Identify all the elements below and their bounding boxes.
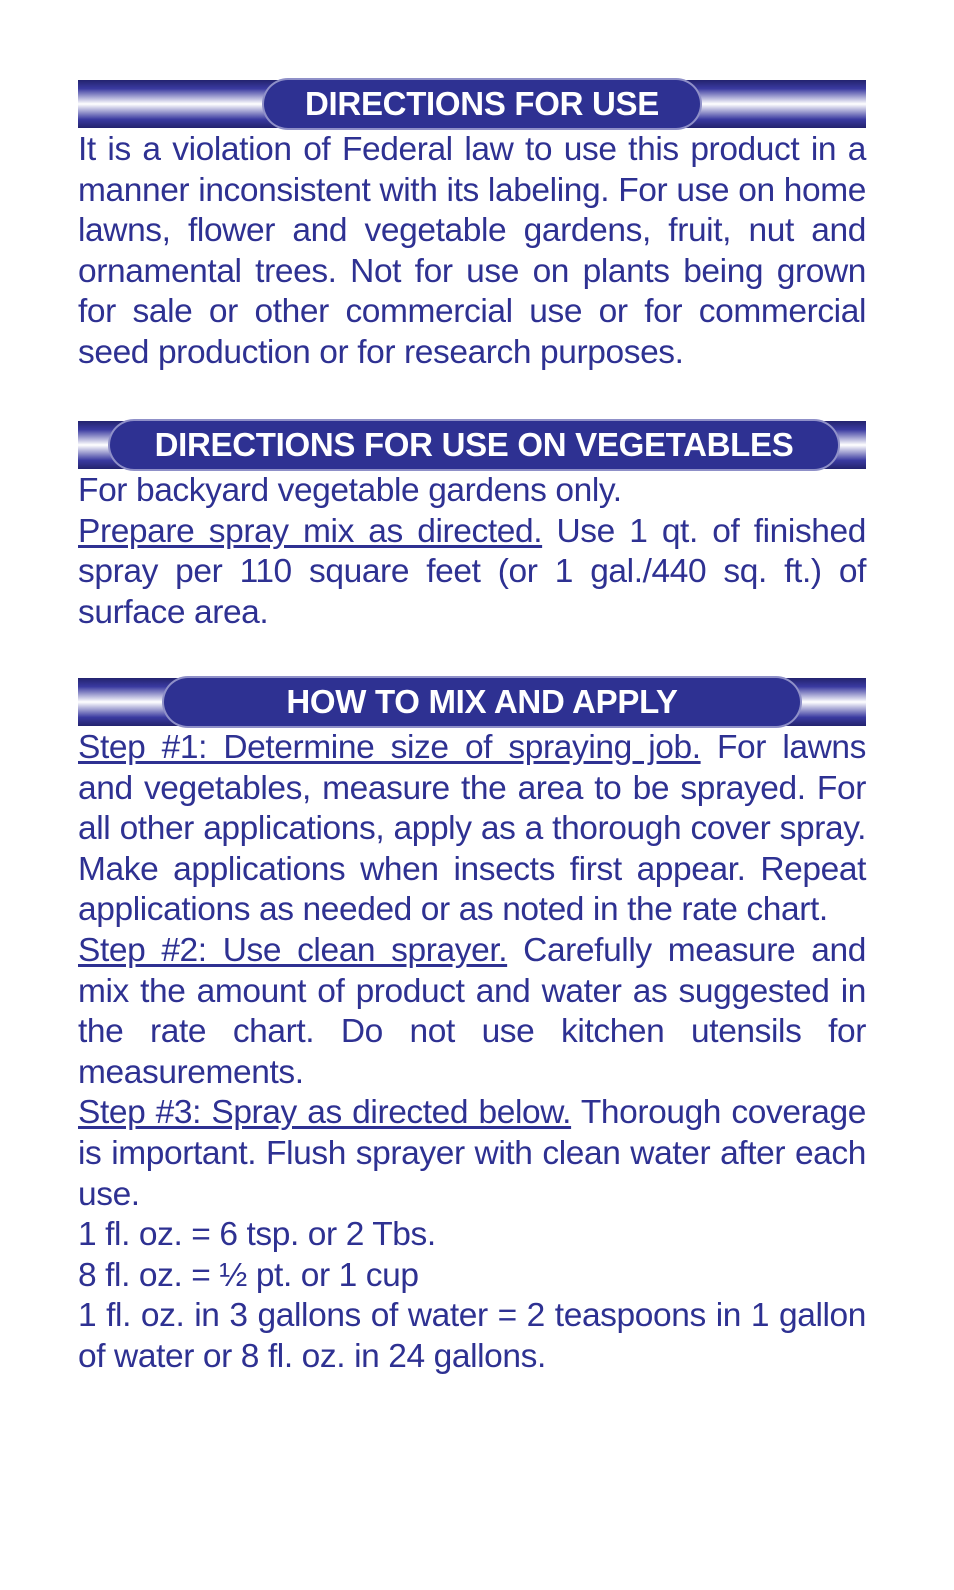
- step1-label: Step #1: Determine size of spraying job.: [78, 729, 701, 766]
- step3-paragraph: [78, 1093, 866, 1215]
- step1-text: For lawns and vegetables, measure the area to be sprayed. For all other applications, apply as a thorough cover spray. Make applications when insects first appear. Repeat applications as needed or as noted in the rate chart.: [78, 729, 866, 929]
- prepare-label: Prepare spray mix as directed.: [78, 512, 543, 550]
- section-banner: [78, 678, 866, 726]
- vegetables-body: [78, 471, 866, 633]
- measure-line-1: 1 fl. oz. = 6 tsp. or 2 Tbs.: [78, 1216, 436, 1254]
- backyard-line: For backyard vegetable gardens only.: [78, 472, 622, 509]
- prepare-text: Use 1 qt. of finished spray per 110 square feet (or 1 gal./440 sq. ft.) of surface area.: [78, 512, 867, 631]
- step2-paragraph: [78, 931, 866, 1093]
- measure-line-2: 8 fl. oz. = ½ pt. or 1 cup: [78, 1256, 419, 1294]
- measure-line-3: 1 fl. oz. in 3 gallons of water = 2 teaspoons in 1 gallon of water or 8 fl. oz. in 24 gallons.: [78, 1297, 866, 1375]
- mix-apply-body: [78, 728, 866, 1378]
- prepare-paragraph: [78, 512, 866, 634]
- step3-label: Step #3: Spray as directed below.: [78, 1094, 572, 1132]
- section-heading: DIRECTIONS FOR USE: [264, 80, 700, 128]
- step2-label: Step #2: Use clean sprayer.: [78, 931, 508, 969]
- section-banner: [78, 80, 866, 128]
- legal-paragraph: It is a violation of Federal law to use this product in a manner inconsistent with its labeling. For use on home lawns, flower and vegetable gardens, fruit, nut and ornamental trees. Not for use on plants being grown for sale or other commercial use or for commercial seed production or for research purposes.: [78, 131, 866, 371]
- step3-text: Thorough coverage is important. Flush sprayer with clean water after each use.: [78, 1094, 866, 1213]
- step2-text: Carefully measure and mix the amount of product and water as suggested in the rate chart. Do not use kitchen utensils for measurements.: [78, 931, 866, 1091]
- mix-and-apply-section: [78, 678, 866, 1378]
- step1-paragraph: [78, 728, 866, 931]
- section-heading: HOW TO MIX AND APPLY: [164, 678, 800, 726]
- directions-for-use-section: [78, 80, 866, 374]
- vegetables-section: [78, 421, 866, 633]
- section-heading: DIRECTIONS FOR USE ON VEGETABLES: [110, 421, 838, 469]
- section-banner: [78, 421, 866, 469]
